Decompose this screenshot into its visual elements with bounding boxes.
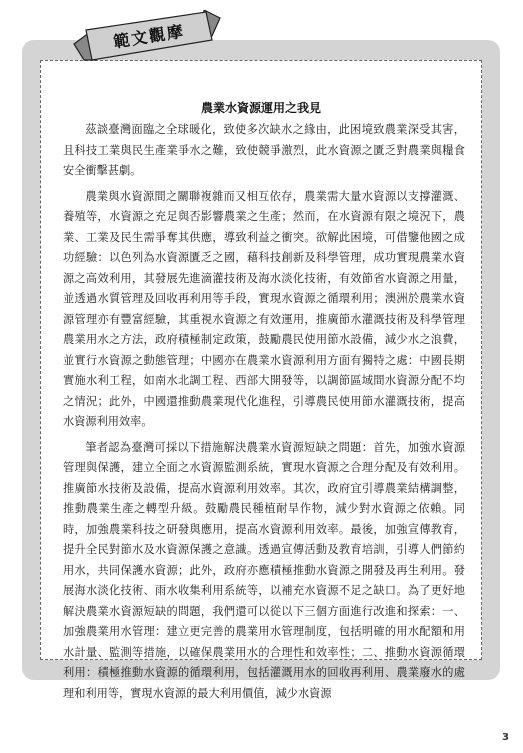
- essay-body: [63, 120, 465, 709]
- page-number: 3: [502, 732, 509, 743]
- essay-paragraph-3: 筆者認為臺灣可採以下措施解決農業水資源短缺之問題：首先，加強水資源管理與保護，建立全面之水資源監測系統，實現水資源之合理分配及有效利用。推廣節水技術及設備，提高水資源利用效率。其次，政府宜引導農業結構調整，推動農業生產之轉型升級。鼓勵農民種植耐旱作物，減少對水資源之依賴。同時，加強農業科技之研發與應用，提高水資源利用效率。最後，加強宣傳教育，提升全民對節水及水資源保護之意識。透過宣傳活動及教育培訓，引導人們節約用水，共同保護水資源；此外，政府亦應積極推動水資源之開發及再生利用。發展海水淡化技術、雨水收集利用系統等，以補充水資源不足之缺口。為了更好地解決農業水資源短缺的問題，我們還可以從以下三個方面進行改進和探索：一、加強農業用水管理：建立更完善的農業用水管理制度，包括明確的用水配額和用水計量、監測等措施，以確保農業用水的合理性和效率性；二、推動水資源循環利用：積極推動水資源的循環利用，包括灌溉用水的回收再利用、農業廢水的處理和利用等，實現水資源的最大利用價值，減少水資源: [63, 440, 465, 700]
- essay-title: 農業水資源運用之我見: [200, 101, 321, 115]
- section-heading: 範文觀摩: [112, 21, 187, 52]
- essay-paragraph-1: 茲談臺灣面臨之全球暖化，致使多次缺水之緣由，此困境致農業深受其害，且科技工業與民生產業爭水之難，致使競爭激烈，此水資源之匱乏對農業與糧食安全衝擊甚劇。: [63, 123, 465, 177]
- section-ribbon: [72, 10, 222, 68]
- essay-paragraph-2: 農業與水資源間之關聯複雜而又相互依存，農業需大量水資源以支撐灌溉、養殖等，水資源之充足與否影響農業之生產；然而，在水資源有限之境況下，農業、工業及民生需爭奪其供應，導致利益之衝突。欲解此困境，可借鑒他國之成功經驗：以色列為水資源匱乏之國，藉科技創新及科學管理，成功實現農業水資源之高效利用，其發展先進滴灌技術及海水淡化技術，有效節省水資源之用量，並透過水質管理及回收再利用等手段，實現水資源之循環利用；澳洲於農業水資源管理亦有豐富經驗，其重視水資源之有效運用，推廣節水灌溉技術及科學管理農業用水之方法，政府積極制定政策，鼓勵農民使用節水設備，減少水之浪費，並實行水資源之動態管理；中國亦在農業水資源利用方面有獨特之處：中國長期實施水利工程，如南水北調工程、西部大開發等，以調節區域間水資源分配不均之情況；此外，中國還推動農業現代化進程，引導農民使用節水灌溉技術，提高水資源利用效率。: [63, 189, 465, 428]
